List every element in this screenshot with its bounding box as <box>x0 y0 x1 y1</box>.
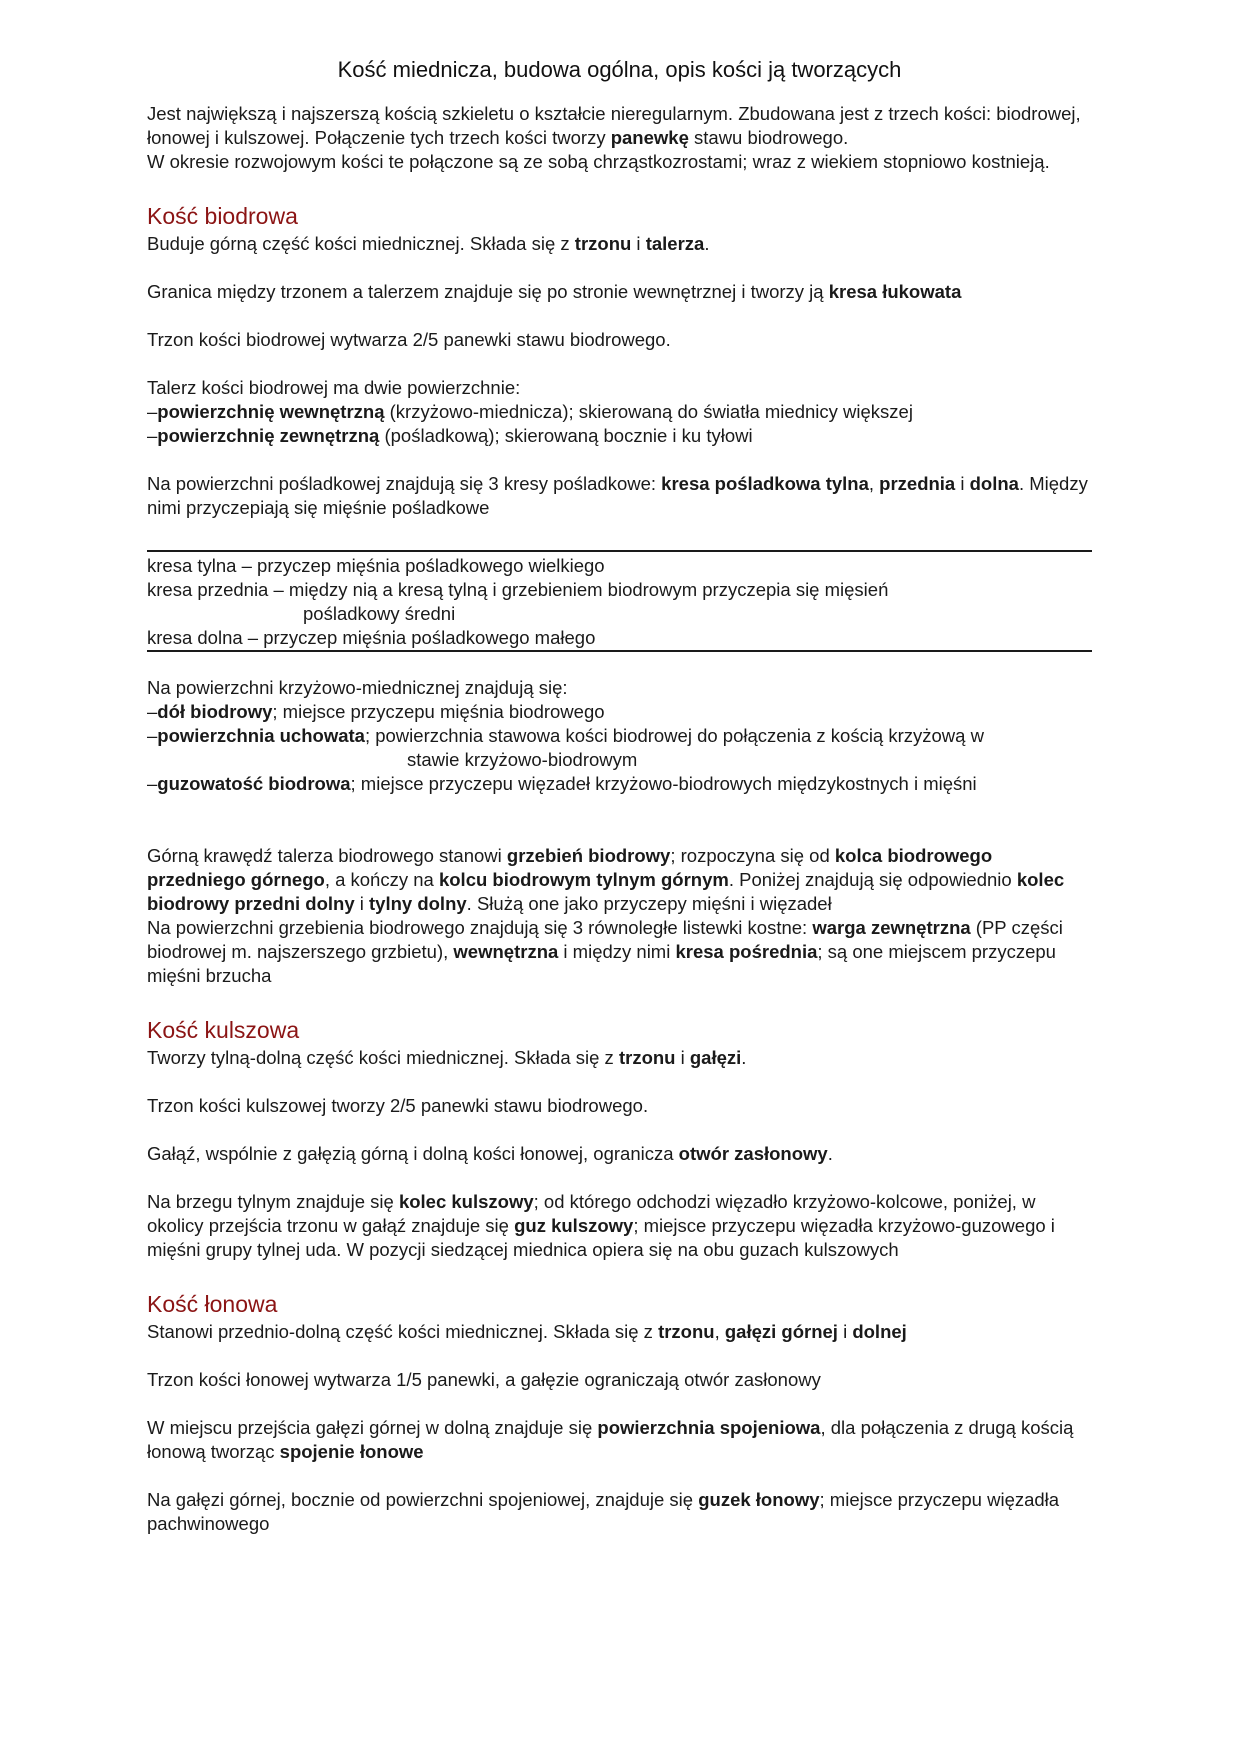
text: ; są one miejscem przyczepu mięśni brzucha <box>147 941 1056 986</box>
bold-term: guzek łonowy <box>698 1489 820 1510</box>
paragraph: Trzon kości biodrowej wytwarza 2/5 panewki stawu biodrowego. <box>147 329 671 350</box>
bold-term: panewkę <box>610 127 689 148</box>
text: Na brzegu tylnym znajduje się <box>147 1191 399 1212</box>
text: i <box>631 233 646 254</box>
table-row: kresa przednia – między nią a kresą tylną i grzebieniem biodrowym przyczepia się mięsień <box>147 579 889 600</box>
paragraph <box>147 472 1092 520</box>
list-item-continuation: stawie krzyżowo-biodrowym <box>407 749 638 770</box>
section-heading-kulszowa: Kość kulszowa <box>147 1017 300 1043</box>
paragraph: Na powierzchni krzyżowo-miednicznej znajdują się: <box>147 677 568 698</box>
table-row-continuation: pośladkowy średni <box>303 603 456 624</box>
paragraph: Talerz kości biodrowej ma dwie powierzchnie: <box>147 377 521 398</box>
section-heading-lonowa: Kość łonowa <box>147 1291 278 1317</box>
table-row: kresa dolna – przyczep mięśnia pośladkowego małego <box>147 627 596 648</box>
bold-term: powierzchnia spojeniowa <box>597 1417 821 1438</box>
dash: – <box>147 425 158 446</box>
bold-term: trzonu <box>574 233 632 254</box>
paragraph <box>147 1142 1092 1166</box>
bold-term: wewnętrzna <box>453 941 559 962</box>
bold-term: otwór zasłonowy <box>678 1143 828 1164</box>
text: ; miejsce przyczepu mięśnia biodrowego <box>272 701 605 722</box>
text: ; miejsce przyczepu więzadła krzyżowo-guzowego i mięśni grupy tylnej uda. W pozycji siedzącej miednica opiera się na obu guzach kulszowych <box>147 1215 1055 1260</box>
bold-term: powierzchnię zewnętrzną <box>157 425 380 446</box>
text: , dla połączenia z drugą kością łonową tworząc <box>147 1417 1074 1462</box>
paragraph <box>147 1320 1092 1344</box>
bold-term: kolec biodrowy przedni dolny <box>147 869 1065 914</box>
text: (PP części biodrowej m. najszerszego grzbietu), <box>147 917 1063 962</box>
text: (pośladkową); skierowaną bocznie i ku tyłowi <box>379 425 753 446</box>
document-body <box>147 56 1092 1536</box>
text: Na powierzchni grzebienia biodrowego znajdują się 3 równoległe listewki kostne: <box>147 917 813 938</box>
dash: – <box>147 773 158 794</box>
text: ; rozpoczyna się od <box>670 845 835 866</box>
text: Gałąź, wspólnie z gałęzią górną i dolną kości łonowej, ogranicza <box>147 1143 679 1164</box>
bold-term: kresa pośrednia <box>675 941 818 962</box>
bold-term: kolcu biodrowym tylnym górnym <box>438 869 729 890</box>
list-item <box>147 772 1092 796</box>
bold-term: guz kulszowy <box>514 1215 634 1236</box>
bold-term: dolna <box>969 473 1019 494</box>
bold-term: kolec kulszowy <box>398 1191 534 1212</box>
text: i <box>955 473 970 494</box>
paragraph: Trzon kości łonowej wytwarza 1/5 panewki, a gałęzie ograniczają otwór zasłonowy <box>147 1369 821 1390</box>
text: Na powierzchni pośladkowej znajdują się 3 kresy pośladkowe: <box>147 473 662 494</box>
bold-term: dolnej <box>852 1321 907 1342</box>
text: i między nimi <box>558 941 676 962</box>
text: W miejscu przejścia gałęzi górnej w dolną znajduje się <box>147 1417 598 1438</box>
text: . <box>741 1047 747 1068</box>
bold-term: gałęzi górnej <box>724 1321 838 1342</box>
bold-term: warga zewnętrzna <box>812 917 971 938</box>
text: Tworzy tylną-dolną część kości miednicznej. Składa się z <box>147 1047 619 1068</box>
intro-paragraph-1 <box>147 102 1092 150</box>
paragraph <box>147 1046 1092 1070</box>
text: i <box>837 1321 853 1342</box>
text: Granica między trzonem a talerzem znajduje się po stronie wewnętrznej i tworzy ją <box>147 281 829 302</box>
text: Górną krawędź talerza biodrowego stanowi <box>147 845 507 866</box>
gluteal-lines-table <box>147 550 1092 652</box>
dash: – <box>147 725 158 746</box>
text: , <box>868 473 880 494</box>
bold-term: talerza <box>645 233 705 254</box>
list-item <box>147 700 1092 724</box>
table-row: kresa tylna – przyczep mięśnia pośladkowego wielkiego <box>147 555 605 576</box>
bold-term: gałęzi <box>689 1047 742 1068</box>
bold-term: grzebień biodrowy <box>506 845 671 866</box>
list-item <box>147 724 1092 748</box>
bold-term: kolca biodrowego przedniego górnego <box>147 845 993 890</box>
bold-term: powierzchnię wewnętrzną <box>157 401 385 422</box>
text: stawu biodrowego. <box>688 127 849 148</box>
text: Jest największą i najszerszą kością szkieletu o kształcie nieregularnym. Zbudowana jest z trzech kości: biodrowej, łonowej i kulszowej. Połączenie tych trzech kości tworzy <box>147 103 1081 148</box>
paragraph <box>147 1416 1092 1464</box>
text: i <box>675 1047 690 1068</box>
paragraph: Trzon kości kulszowej tworzy 2/5 panewki stawu biodrowego. <box>147 1095 649 1116</box>
text: , <box>714 1321 725 1342</box>
paragraph <box>147 844 1092 916</box>
text: . <box>827 1143 833 1164</box>
text: Buduje górną część kości miednicznej. Składa się z <box>147 233 575 254</box>
bold-term: tylny dolny <box>369 893 467 914</box>
text: ; od którego odchodzi więzadło krzyżowo-kolcowe, poniżej, w okolicy przejścia trzonu w gałąź znajduje się <box>147 1191 1036 1236</box>
text: ; miejsce przyczepu więzadła pachwinowego <box>147 1489 1060 1534</box>
bold-term: dół biodrowy <box>157 701 273 722</box>
paragraph <box>147 280 1092 304</box>
page-title: Kość miednicza, budowa ogólna, opis kości ją tworzących <box>337 57 902 82</box>
dash: – <box>147 701 158 722</box>
text: ; powierzchnia stawowa kości biodrowej do połączenia z kością krzyżową w <box>364 725 984 746</box>
text: (krzyżowo-miednicza); skierowaną do światła miednicy większej <box>384 401 913 422</box>
text: Stanowi przednio-dolną część kości miednicznej. Składa się z <box>147 1321 659 1342</box>
list-item <box>147 424 1092 448</box>
paragraph <box>147 232 1092 256</box>
text: . Służą one jako przyczepy mięśni i więzadeł <box>466 893 832 914</box>
text: i <box>354 893 370 914</box>
paragraph <box>147 1488 1092 1536</box>
paragraph <box>147 1190 1092 1262</box>
bold-term: kresa pośladkowa tylna <box>661 473 869 494</box>
section-heading-biodrowa: Kość biodrowa <box>147 203 298 229</box>
dash: – <box>147 401 158 422</box>
list-item <box>147 400 1092 424</box>
intro-paragraph-2: W okresie rozwojowym kości te połączone są ze sobą chrząstkozrostami; wraz z wiekiem stopniowo kostnieją. <box>147 151 1050 172</box>
bold-term: spojenie łonowe <box>279 1441 424 1462</box>
bold-term: trzonu <box>618 1047 676 1068</box>
bold-term: powierzchnia uchowata <box>157 725 365 746</box>
bold-term: kresa łukowata <box>828 281 962 302</box>
paragraph <box>147 916 1092 988</box>
bold-term: trzonu <box>658 1321 715 1342</box>
text: , a kończy na <box>324 869 439 890</box>
text: ; miejsce przyczepu więzadeł krzyżowo-biodrowych międzykostnych i mięśni <box>350 773 977 794</box>
text: . <box>704 233 710 254</box>
bold-term: przednia <box>879 473 956 494</box>
text: . Poniżej znajdują się odpowiednio <box>728 869 1017 890</box>
bold-term: guzowatość biodrowa <box>157 773 351 794</box>
text: Na gałęzi górnej, bocznie od powierzchni spojeniowej, znajduje się <box>147 1489 699 1510</box>
text: . Między nimi przyczepiają się mięśnie pośladkowe <box>147 473 1088 518</box>
